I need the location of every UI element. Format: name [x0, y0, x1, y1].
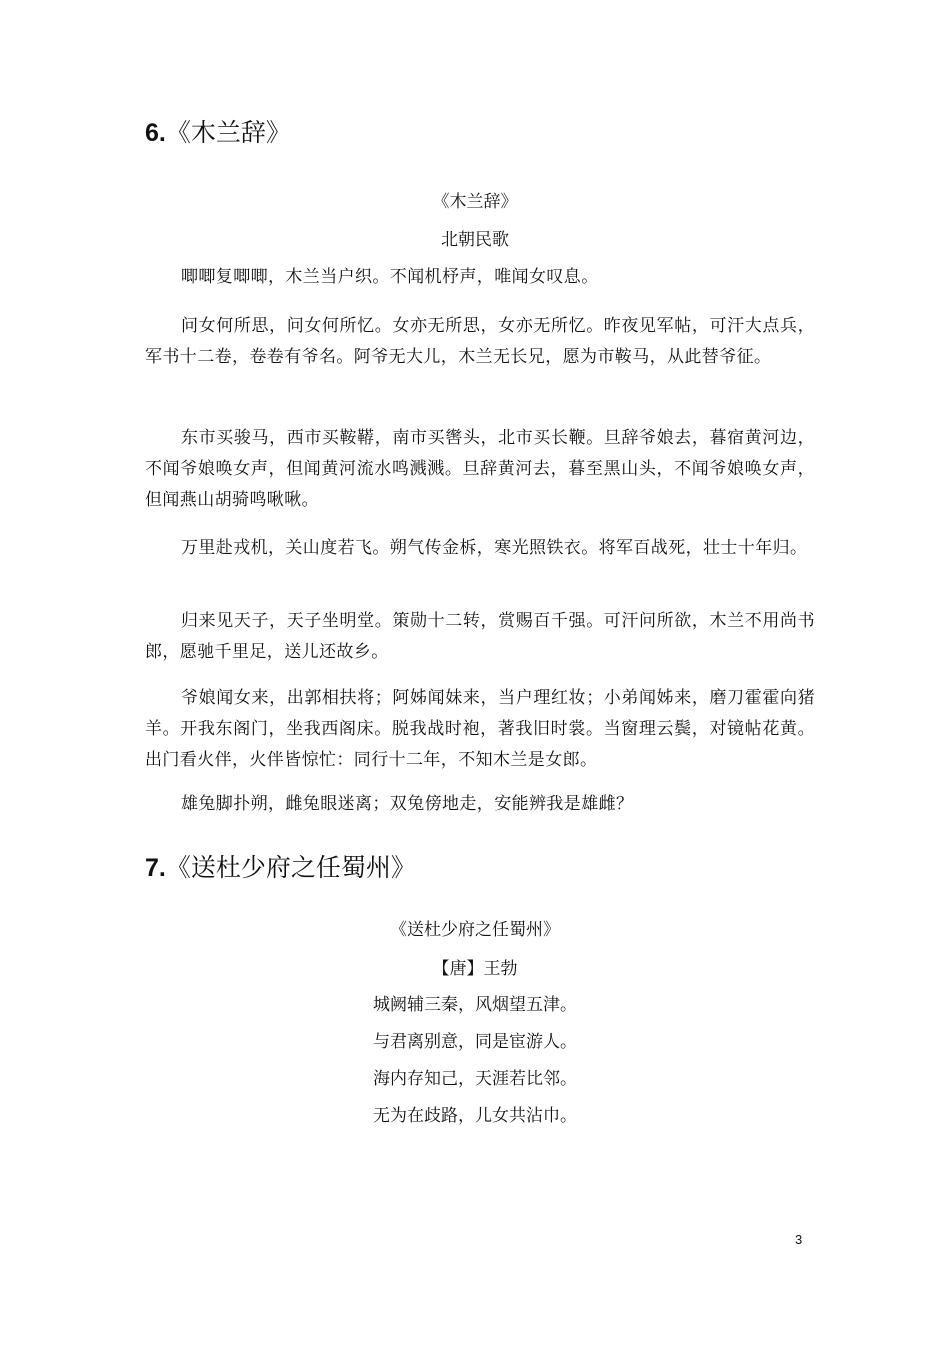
poem-paragraph: 爷娘闻女来，出郭相扶将；阿姊闻妹来，当户理红妆；小弟闻姊来，磨刀霍霍向猪羊。开我东阁门，坐我西阁床。脱我战时袍，著我旧时裳。当窗理云鬓，对镜帖花黄。出门看火伴，火伴皆惊忙：同行十二年，不知木兰是女郎。: [145, 688, 815, 770]
section-number: 6.: [145, 119, 166, 147]
poem-line: 城阙辅三秦，风烟望五津。: [373, 995, 577, 1015]
poem-line: 无为在歧路，儿女共沾巾。: [373, 1106, 577, 1126]
poem-paragraph: 雄兔脚扑朔，雌兔眼迷离；双兔傍地走，安能辨我是雄雌？: [181, 794, 634, 814]
poem-author: 北朝民歌: [441, 230, 509, 250]
poem-paragraph: 归来见天子，天子坐明堂。策勋十二转，赏赐百千强。可汗问所欲，木兰不用尚书郎，愿驰千里足，送儿还故乡。: [145, 611, 815, 662]
poem-paragraph: 东市买骏马，西市买鞍鞯，南市买辔头，北市买长鞭。旦辞爷娘去，暮宿黄河边，不闻爷娘唤女声，但闻黄河流水鸣溅溅。旦辞黄河去，暮至黑山头，不闻爷娘唤女声，但闻燕山胡骑鸣啾啾。: [145, 428, 815, 510]
poem-paragraph: 唧唧复唧唧，木兰当户织。不闻机杼声，唯闻女叹息。: [181, 267, 599, 287]
poem-paragraph: 问女何所思，问女何所忆。女亦无所思，女亦无所忆。昨夜见军帖，可汗大点兵，军书十二卷，卷卷有爷名。阿爷无大儿，木兰无长兄，愿为市鞍马，从此替爷征。: [145, 316, 815, 367]
poem-title: 《木兰辞》: [432, 192, 518, 212]
poem-title: 《送杜少府之任蜀州》: [390, 920, 560, 940]
poem-paragraph: 万里赴戎机，关山度若飞。朔气传金柝，寒光照铁衣。将军百战死，壮士十年归。: [181, 538, 808, 558]
poem-line: 海内存知己，天涯若比邻。: [373, 1069, 577, 1089]
section-heading-songdushaofu: [145, 852, 416, 884]
poem-author: 【唐】王勃: [432, 959, 518, 979]
poem-line: 与君离别意，同是宦游人。: [373, 1032, 577, 1052]
page-number: 3: [795, 1232, 803, 1247]
section-title-text: 《木兰辞》: [165, 118, 291, 147]
section-title-text: 《送杜少府之任蜀州》: [165, 853, 416, 882]
section-number: 7.: [145, 854, 166, 882]
section-heading-mulanci: [145, 117, 291, 149]
